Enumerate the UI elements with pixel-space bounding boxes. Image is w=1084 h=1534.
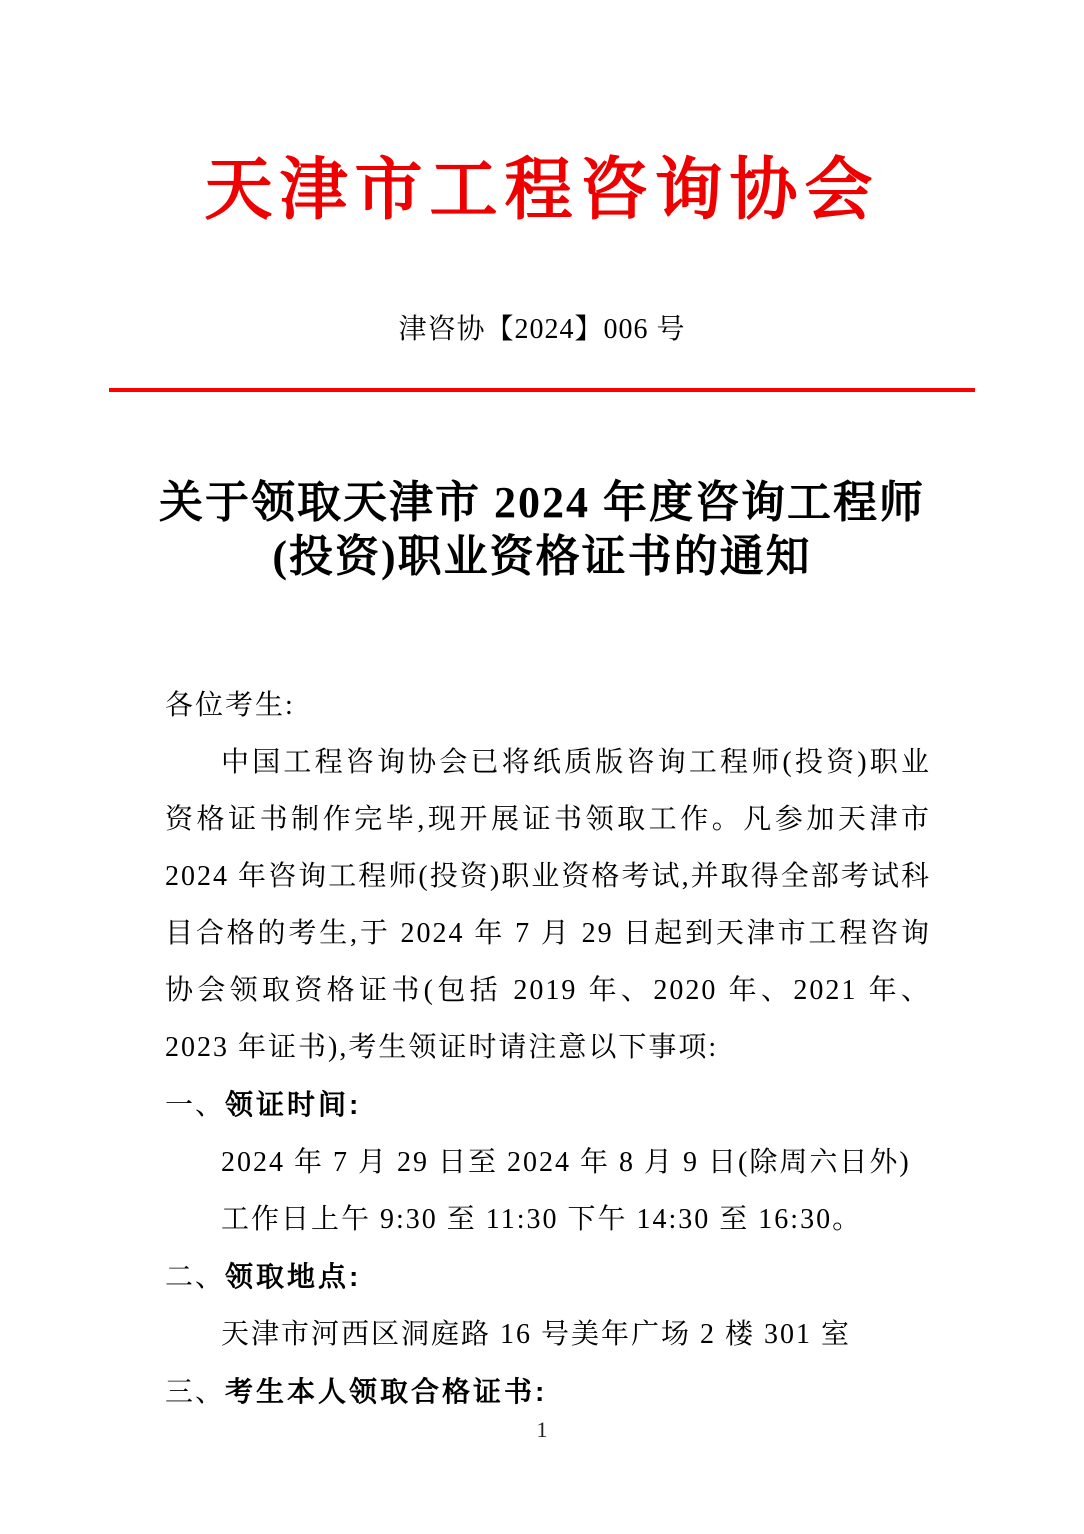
- red-divider-line: [109, 388, 975, 392]
- section-1-number: 一、: [165, 1090, 226, 1121]
- notice-title-line-1: 关于领取天津市 2024 年度咨询工程师: [159, 478, 925, 527]
- section-2-number: 二、: [165, 1262, 226, 1293]
- notice-title: [0, 476, 1084, 584]
- intro-paragraph: 中国工程咨询协会已将纸质版咨询工程师(投资)职业资格证书制作完毕,现开展证书领取工作。凡参加天津市 2024 年咨询工程师(投资)职业资格考试,并取得全部考试科目合格的考生,于 2024 年 7 月 29 日起到天津市工程咨询协会领取资格证书(包括 2019 年、2020 年、2021 年、2023 年证书),考生领证时请注意以下事项:: [165, 747, 931, 1063]
- section-1-line-2: 工作日上午 9:30 至 11:30 下午 14:30 至 16:30。: [221, 1204, 863, 1235]
- section-3-title: 考生本人领取合格证书:: [225, 1376, 548, 1407]
- document-body: [165, 677, 931, 1421]
- section-1-heading: [165, 1076, 931, 1134]
- section-1-line-1: 2024 年 7 月 29 日至 2024 年 8 月 9 日(除周六日外): [221, 1147, 911, 1178]
- org-name-header: 天津市工程咨询协会: [204, 152, 880, 228]
- section-3-heading: [165, 1363, 931, 1421]
- section-2-line-1: 天津市河西区洞庭路 16 号美年广场 2 楼 301 室: [221, 1319, 852, 1350]
- section-3-number: 三、: [165, 1377, 226, 1408]
- notice-title-line-2: (投资)职业资格证书的通知: [272, 532, 812, 581]
- section-1-title: 领证时间:: [225, 1089, 362, 1120]
- doc-number: 津咨协【2024】006 号: [398, 314, 686, 345]
- section-2-title: 领取地点:: [225, 1261, 362, 1292]
- salutation: 各位考生:: [165, 690, 295, 721]
- page-number: 1: [536, 1417, 548, 1442]
- section-2-heading: [165, 1248, 931, 1306]
